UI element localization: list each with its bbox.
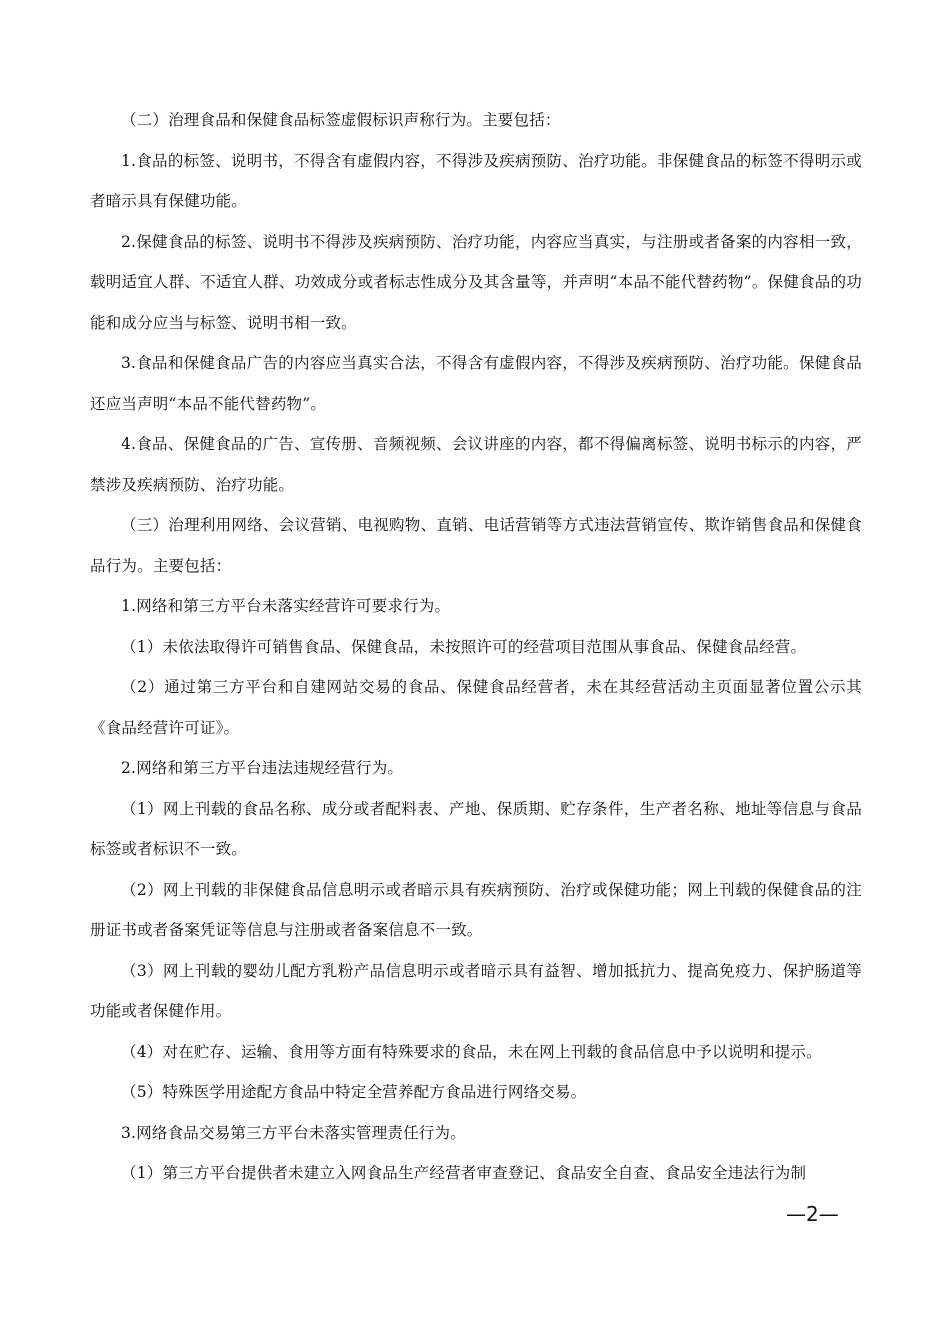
paragraph-subitem: （2）通过第三方平台和自建网站交易的食品、保健食品经营者，未在其经营活动主页面显著位置公示其《食品经营许可证》。 — [90, 678, 862, 737]
paragraph-item: 1.网络和第三方平台未落实经营许可要求行为。 — [121, 597, 451, 615]
paragraph-item: 3.食品和保健食品广告的内容应当真实合法，不得含有虚假内容，不得涉及疾病预防、治疗功能。保健食品还应当声明“本品不能代替药物”。 — [90, 354, 862, 413]
paragraph-subitem: （3）网上刊载的婴幼儿配方乳粉产品信息明示或者暗示具有益智、增加抵抗力、提高免疫力、保护肠道等功能或者保健作用。 — [90, 961, 862, 1020]
page-number: —2— — [786, 1202, 839, 1226]
paragraph-section-2-heading: （二）治理食品和保健食品标签虚假标识声称行为。主要包括： — [121, 111, 561, 129]
paragraph-subitem: （1）第三方平台提供者未建立入网食品生产经营者审查登记、食品安全自查、食品安全违法行为制 — [121, 1164, 807, 1182]
paragraph-section-3-heading: （三）治理利用网络、会议营销、电视购物、直销、电话营销等方式违法营销宣传、欺诈销售食品和保健食品行为。主要包括： — [90, 516, 862, 575]
paragraph-item: 1.食品的标签、说明书，不得含有虚假内容，不得涉及疾病预防、治疗功能。非保健食品的标签不得明示或者暗示具有保健功能。 — [90, 151, 862, 210]
paragraph-subitem: （4）对在贮存、运输、食用等方面有特殊要求的食品，未在网上刊载的食品信息中予以说明和提示。 — [121, 1042, 822, 1061]
paragraph-subitem: （1）网上刊载的食品名称、成分或者配料表、产地、保质期、贮存条件，生产者名称、地址等信息与食品标签或者标识不一致。 — [90, 799, 862, 858]
paragraph-subitem: （2）网上刊载的非保健食品信息明示或者暗示具有疾病预防、治疗或保健功能；网上刊载的保健食品的注册证书或者备案凭证等信息与注册或者备案信息不一致。 — [90, 880, 862, 939]
paragraph-item: 4.食品、保健食品的广告、宣传册、音频视频、会议讲座的内容，都不得偏离标签、说明书标示的内容，严禁涉及疾病预防、治疗功能。 — [90, 435, 862, 494]
paragraph-item: 2.保健食品的标签、说明书不得涉及疾病预防、治疗功能，内容应当真实，与注册或者备案的内容相一致，载明适宜人群、不适宜人群、功效成分或者标志性成分及其含量等，并声明“本品不能代替药物”。保健食品的功能和成分应当与标签、说明书相一致。 — [90, 232, 862, 332]
paragraph-item: 3.网络食品交易第三方平台未落实管理责任行为。 — [121, 1123, 466, 1142]
paragraph-subitem: （1）未依法取得许可销售食品、保健食品，未按照许可的经营项目范围从事食品、保健食品经营。 — [121, 637, 807, 656]
paragraph-item: 2.网络和第三方平台违法违规经营行为。 — [121, 759, 404, 777]
paragraph-subitem: （5）特殊医学用途配方食品中特定全营养配方食品进行网络交易。 — [121, 1083, 587, 1101]
document-body — [90, 100, 862, 1194]
